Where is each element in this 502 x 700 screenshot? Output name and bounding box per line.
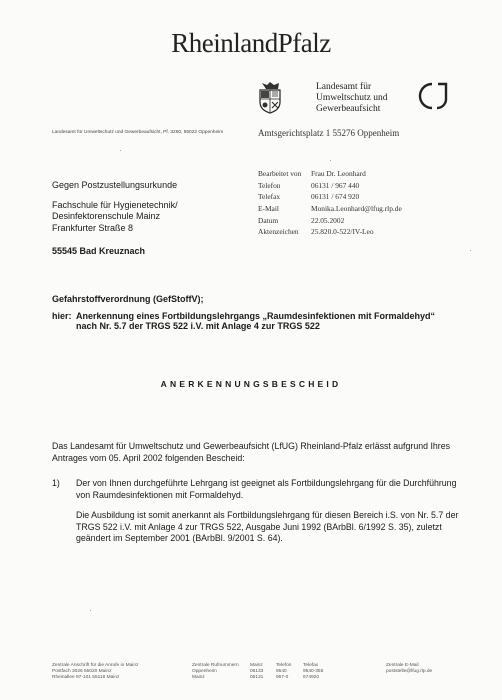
- footer-text: Zentrale Rufnummern: [192, 663, 239, 668]
- contact-label: Telefax: [258, 192, 281, 202]
- subject-line: nach Nr. 5.7 der TRGS 522 i.V. mit Anlage 4 zur TRGS 522: [76, 321, 320, 331]
- list-item-paragraph: Die Ausbildung ist somit anerkannt als Fortbildungslehrgang für diesen Bereich i.S. von Nr. 5.7 der TRGS 522 i.V. mit Anlage 4 zur TRGS 522, Ausgabe Juni 1992 (BArbBl. 6/1992 S. 35), zuletzt geändert im September 2001 (BArbBl. 9/2001 S. 64).: [76, 510, 459, 543]
- footer-text: 9540-355: [303, 669, 324, 674]
- scan-speck: [90, 610, 91, 611]
- recipient-city: 55545 Bad Kreuznach: [52, 246, 146, 256]
- recipient-line: Frankfurter Straße 8: [52, 222, 134, 233]
- contact-row: [258, 204, 402, 216]
- scan-speck: [120, 150, 121, 151]
- coat-of-arms-icon: [256, 80, 284, 114]
- footer-text: Oppenheim: [192, 669, 217, 674]
- contact-label: Aktenzeichen: [258, 227, 299, 237]
- scan-speck: [330, 160, 331, 161]
- footer-column: [250, 663, 263, 681]
- contact-row: [258, 227, 402, 239]
- footer-column: [386, 663, 432, 675]
- recipient-line: Fachschule für Hygienetechnik/: [52, 199, 178, 210]
- agency-name-line: Umweltschutz und: [316, 93, 388, 103]
- subject-detail: [52, 311, 435, 331]
- scan-speck: [470, 250, 471, 251]
- agency-address: Amtsgerichtsplatz 1 55276 Oppenheim: [258, 128, 400, 138]
- recipient-block: [52, 180, 178, 258]
- contact-value: 06131 / 967 440: [311, 180, 360, 190]
- document-heading: ANERKENNUNGSBESCHEID: [160, 379, 342, 389]
- footer-text: 06131: [250, 675, 264, 680]
- footer-text: Rheinallee 97-101 55118 Mainz: [52, 675, 120, 680]
- agency-name: [316, 82, 388, 115]
- intro-paragraph: Das Landesamt für Umweltschutz und Gewerbeaufsicht (LfUG) Rheinland-Pfalz erlässt aufgrund Ihres Antrages vom 05. April 2002 folgenden Bescheid:: [52, 441, 450, 463]
- footer-column: [52, 663, 138, 681]
- contact-row: [258, 169, 402, 181]
- contact-row: [258, 181, 402, 193]
- footer-text: 9540: [276, 669, 287, 674]
- sender-return-line: Landesamt für Umweltschutz und Gewerbeaufsicht, Pf. 3260, 55022 Oppenheim: [52, 130, 224, 135]
- subject-line: Anerkennung eines Fortbildungslehrgangs „Raumdesinfektionen mit Formaldehyd“: [76, 311, 436, 321]
- footer-column: [303, 663, 323, 681]
- delivery-note: Gegen Postzustellungsurkunde: [52, 180, 178, 190]
- footer-text: 967-0: [276, 675, 289, 680]
- contact-label: Bearbeitet von: [258, 169, 302, 178]
- contact-value: 22.05.2002: [311, 215, 345, 225]
- footer-text: 674920: [303, 675, 320, 680]
- contact-value: Frau Dr. Leonhard: [311, 169, 366, 178]
- contact-value: 25.820.0-522/IV-Leo: [311, 227, 374, 237]
- contact-value: 06131 / 674 920: [311, 192, 360, 202]
- state-logo-text: RheinlandPfalz: [171, 28, 331, 58]
- footer-text: Mainz: [192, 675, 205, 680]
- list-item-paragraph: Der von Ihnen durchgeführte Lehrgang ist geeignet als Fortbildungslehrgang für die Durchführung von Raumdesinfektionen mit Formaldehyd.: [76, 478, 457, 500]
- footer-text: Zentrale E-Mail: [386, 663, 419, 668]
- subject-hier-label: hier:: [52, 311, 72, 321]
- footer-text: Postfach 3026 55020 Mainz: [52, 669, 112, 674]
- footer-text: Telefon: [276, 663, 292, 668]
- contact-value: Monika.Leonhard@lfug.rlp.de: [311, 204, 402, 214]
- list-item-number: 1): [52, 478, 60, 488]
- contact-label: Telefon: [258, 180, 281, 190]
- footer-text: Mainz: [250, 663, 263, 668]
- contact-label: Datum: [258, 215, 279, 225]
- contact-row: [258, 192, 402, 204]
- footer-text: 06133: [250, 669, 264, 674]
- footer-column: [276, 663, 291, 681]
- footer-text: Zentrale Anschrift für die Anrufe in Mainz: [52, 663, 139, 668]
- subject-title: Gefahrstoffverordnung (GefStoffV);: [52, 294, 204, 304]
- agency-logo-icon: [416, 80, 452, 112]
- contact-info: [258, 169, 402, 239]
- footer-text: Telefax: [303, 663, 319, 668]
- agency-name-line: Landesamt für: [316, 82, 372, 92]
- footer-column: [192, 663, 239, 681]
- contact-row: [258, 216, 402, 228]
- agency-name-line: Gewerbeaufsicht: [316, 104, 381, 114]
- recipient-line: Desinfektorenschule Mainz: [52, 211, 161, 221]
- footer-text: poststelle@lfug.rlp.de: [386, 669, 433, 674]
- contact-label: E-Mail: [258, 204, 279, 214]
